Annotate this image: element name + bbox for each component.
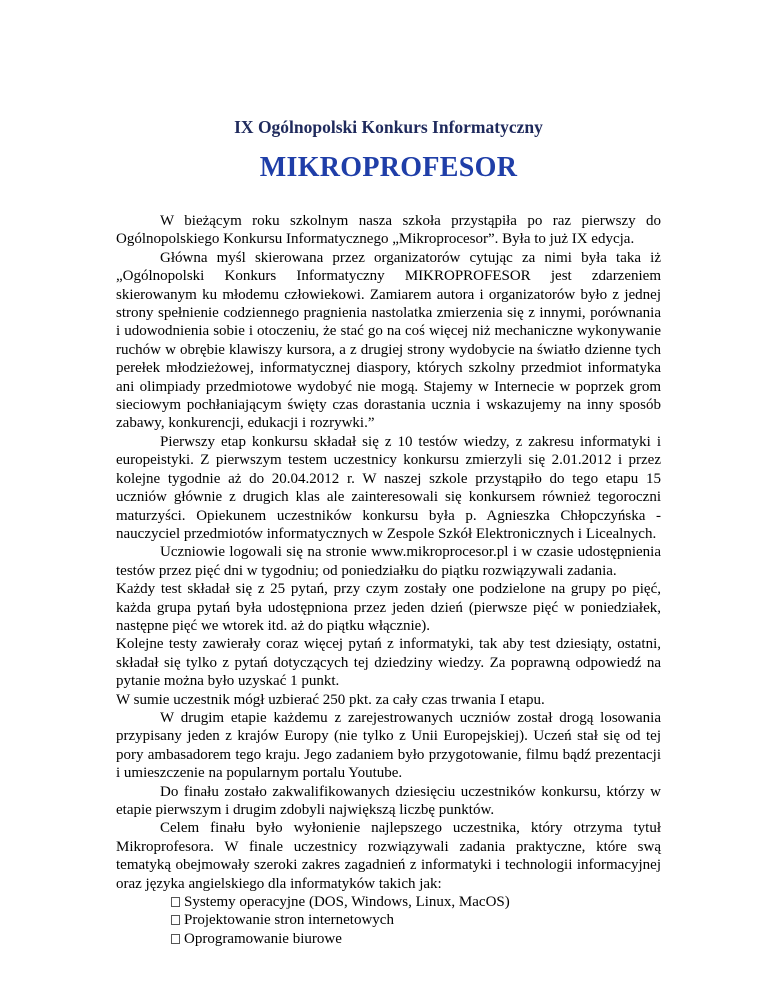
paragraph-intro: W bieżącym roku szkolnym nasza szkoła przystąpiła po raz pierwszy do Ogólnopolskiego Konkursu Informatycznego „Mikroprocesor”. Była to już IX edycja. [116,213,661,248]
contest-title: MIKROPROFESOR [259,152,518,183]
topics-list [116,893,661,948]
paragraph-stage-one: Pierwszy etap konkursu składał się z 10 testów wiedzy, z zakresu informatyki i europeistyki. Z pierwszym testem uczestnicy konkursu zmierzyli się 2.01.2012 i przez kolejne tygodnie aż do 20.04.2012 r. W naszej szkole przystąpiło do tego etapu 15 uczniów głównie z drugich klas ale zainteresowali się konkursem również tegoroczni maturzyści. Opiekunem uczestników konkursu była p. Agnieszka Chłopczyńska - nauczyciel przedmiotów informatycznych w Zespole Szkół Elektronicznych i Licealnych. [116,433,661,542]
paragraph-test-progression: Kolejne testy zawierały coraz więcej pytań z informatyki, tak aby test dziesiąty, ostatni, składał się tylko z pytań dotyczących tej dziedziny wiedzy. Za poprawną odpowiedź na pytanie można było uzyskać 1 punkt. [116,636,661,690]
paragraph-quote: Główna myśl skierowana przez organizatorów cytując za nimi była taka iż „Ogólnopolski Konkurs Informatyczny MIKROPROFESOR jest zdarzeniem skierowanym ku młodemu człowiekowi. Zamiarem autora i organizatorów było z jednej strony spełnienie codziennego pragnienia nastolatka zmierzenia się z innymi, porównania i udowodnienia sobie i otoczeniu, że stać go na coś więcej niż mechaniczne wykonywanie ruchów w obrębie klawiszy kursora, a z drugiej strony wydobycie na światło dzienne tych perełek młodzieżowej, informatycznej diaspory, których szkolny przedmiot informatyka ani olimpiady przedmiotowe wydobyć nie mogą. Stajemy w Internecie w poprzek grom sieciowym pochłaniającym święty czas dorastania ucznia i wskazujemy na inny sposób zabawy, konkurencji, edukacji i rozrywki.” [116,249,661,432]
list-item-label: Oprogramowanie biurowe [184,930,342,947]
paragraph-test-structure: Każdy test składał się z 25 pytań, przy czym zostały one podzielone na grupy po pięć, każda grupa pytań była udostępniona przez jeden dzień (pierwsze pięć w poniedziałek, następne pięć we wtorek itd. aż do piątku włącznie). [116,581,661,634]
paragraph-login: Uczniowie logowali się na stronie www.mikroprocesor.pl i w czasie udostępnienia testów przez pięć dni w tygodniu; od poniedziałku do piątku rozwiązywali zadania. [116,544,661,579]
bullet-icon [171,915,180,925]
contest-subtitle: IX Ogólnopolski Konkurs Informatyczny [234,117,543,137]
list-item-label: Projektowanie stron internetowych [184,912,394,929]
bullet-icon [171,934,180,944]
list-item [116,893,661,911]
paragraph-finalists: Do finału zostało zakwalifikowanych dziesięciu uczestników konkursu, którzy w etapie pierwszym i drugim zdobyli największą liczbę punktów. [116,783,661,818]
bullet-icon [171,897,180,907]
paragraph-stage-two: W drugim etapie każdemu z zarejestrowanych uczniów został drogą losowania przypisany jeden z krajów Europy (nie tylko z Unii Europejskiej). Uczeń stał się od tej pory ambasadorem tego kraju. Jego zadaniem było przygotowanie, filmu bądź prezentacji i umieszczenie na popularnym portalu Youtube. [116,709,661,782]
article-body [116,212,661,948]
paragraph-final-goal: Celem finału było wyłonienie najlepszego uczestnika, który otrzyma tytuł Mikroprofesora. W finale uczestnicy rozwiązywali zadania praktyczne, które swą tematyką obejmowały szeroki zakres zagadnień z informatyki i technologii informacyjnej oraz języka angielskiego dla informatyków takich jak: [116,820,661,892]
list-item [116,930,661,948]
list-item [116,911,661,929]
list-item-label: Systemy operacyjne (DOS, Windows, Linux, MacOS) [184,894,510,911]
paragraph-points-total: W sumie uczestnik mógł uzbierać 250 pkt. za cały czas trwania I etapu. [116,691,545,708]
